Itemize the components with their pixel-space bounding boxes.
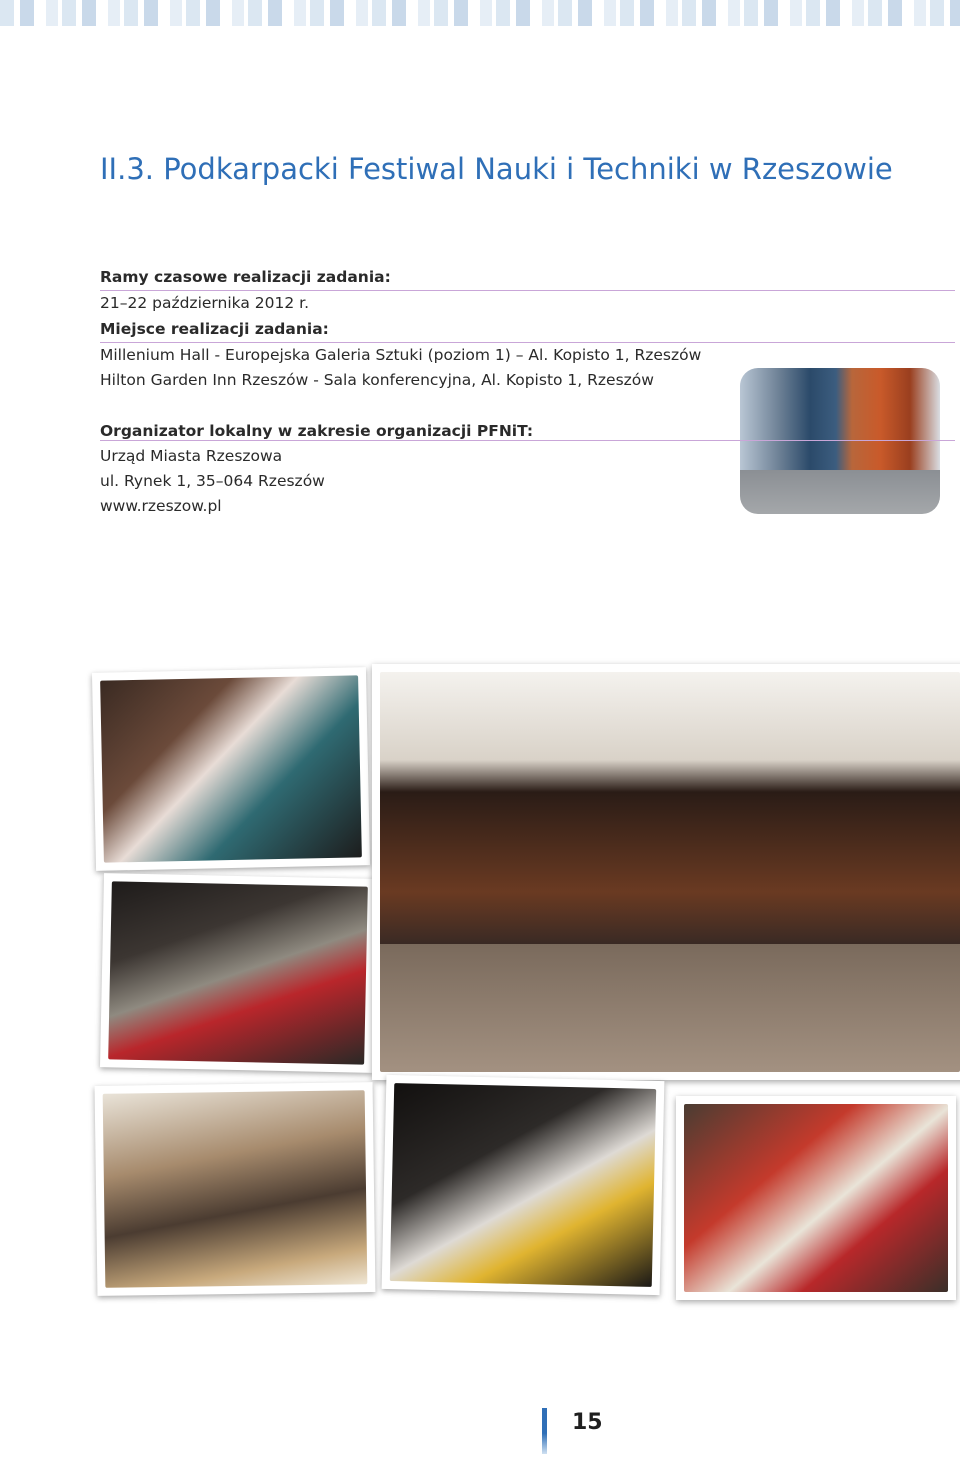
divider [100,440,955,441]
millenium-hall-photo [740,368,940,514]
organizer-website: www.rzeszow.pl [100,497,222,515]
photo-anatomy-model [92,667,370,871]
photo-chemistry-students [676,1096,956,1300]
page-number: 15 [572,1410,603,1435]
photo-glider-exhibition [372,664,960,1080]
timeframe-value: 21–22 października 2012 r. [100,294,310,312]
photo-robotics [382,1075,665,1295]
top-decorative-band [0,0,960,26]
divider [100,290,955,291]
venue-label: Miejsce realizacji zadania: [100,320,329,338]
organizer-line-2: ul. Rynek 1, 35–064 Rzeszów [100,472,325,490]
page-title: II.3. Podkarpacki Festiwal Nauki i Techniki w Rzeszowie [100,152,893,186]
photo-rollerblading [95,1082,376,1296]
photo-computer-workshop [100,873,376,1073]
organizer-line-1: Urząd Miasta Rzeszowa [100,447,283,465]
organizer-label: Organizator lokalny w zakresie organizacji PFNiT: [100,422,534,440]
page-number-marker [542,1408,547,1454]
venue-line-1: Millenium Hall - Europejska Galeria Sztuki (poziom 1) – Al. Kopisto 1, Rzeszów [100,346,702,364]
venue-line-2: Hilton Garden Inn Rzeszów - Sala konferencyjna, Al. Kopisto 1, Rzeszów [100,371,654,389]
divider [100,342,955,343]
timeframe-label: Ramy czasowe realizacji zadania: [100,268,391,286]
